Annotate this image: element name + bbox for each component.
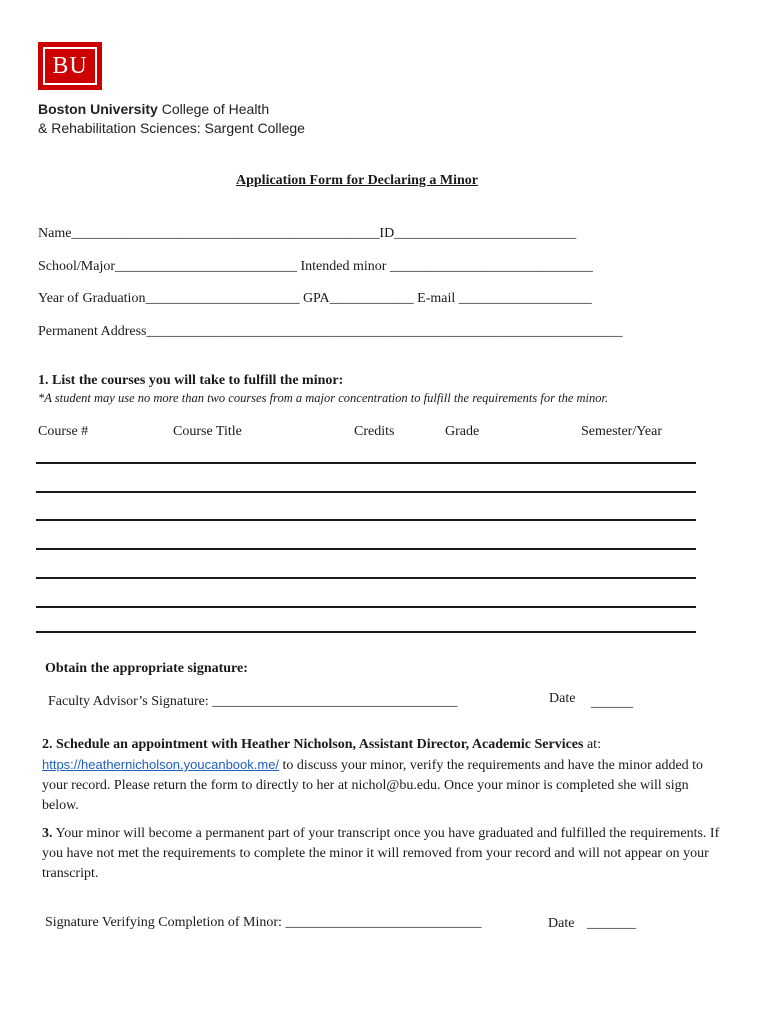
college-name-line1: Boston University College of Health [38,101,270,117]
col-course-title: Course Title [173,424,242,439]
bu-logo-text: BU [43,47,97,85]
section1-heading: 1. List the courses you will take to fulfill the minor: [38,373,344,388]
signature-heading: Obtain the appropriate signature: [45,661,248,676]
course-row-line[interactable] [36,548,696,550]
college-name-line2: & Rehabilitation Sciences: Sargent College [38,120,305,136]
course-row-line[interactable] [36,462,696,464]
section2-heading: 2. Schedule an appointment with Heather Nicholson, Assistant Director, Academic Services [42,737,584,752]
col-semester-year: Semester/Year [581,424,663,439]
bu-logo [38,42,102,90]
advisor-date-field[interactable]: ______ [591,695,633,710]
form-title: Application Form for Declaring a Minor [236,173,478,188]
section2-paragraph: 2. Schedule an appointment with Heather Nicholson, Assistant Director, Academic Services at: https://heathernicholson.youcanbook.me/ to discuss your minor, verify the requirements and have the minor added to your record. Please return the form to directly to her at nichol@bu.edu. Once your minor is completed she will sign below. [42,737,704,813]
grad-gpa-email-field[interactable]: Year of Graduation______________________ GPA____________ E-mail ___________________ [38,291,592,306]
col-credits: Credits [354,424,395,439]
booking-link[interactable]: https://heathernicholson.youcanbook.me/ [42,757,280,772]
course-row-line[interactable] [36,519,696,521]
course-row-line[interactable] [36,606,696,608]
school-minor-field[interactable]: School/Major__________________________ Intended minor _____________________________ [38,259,593,274]
course-row-line[interactable] [36,631,696,633]
advisor-signature-field[interactable]: Faculty Advisor’s Signature: ___________________________________ [48,694,458,709]
completion-signature-field[interactable]: Signature Verifying Completion of Minor: ____________________________ [45,915,482,930]
advisor-date-label: Date [549,691,576,706]
section1-note: *A student may use no more than two courses from a major concentration to fulfill the requirements for the minor. [38,391,609,405]
name-id-field[interactable]: Name____________________________________________ID__________________________ [38,226,577,241]
section3-paragraph: 3. Your minor will become a permanent part of your transcript once you have graduated and fulfilled the requirements. If you have not met the requirements to complete the minor it will removed from your record and will not appear on your transcript. [42,826,720,881]
col-grade: Grade [445,424,480,439]
col-course-number: Course # [38,424,89,439]
completion-date-field[interactable]: _______ [587,916,636,931]
course-row-line[interactable] [36,577,696,579]
completion-date-label: Date [548,916,575,931]
course-row-line[interactable] [36,491,696,493]
address-field[interactable]: Permanent Address____________________________________________________________________ [38,324,623,339]
